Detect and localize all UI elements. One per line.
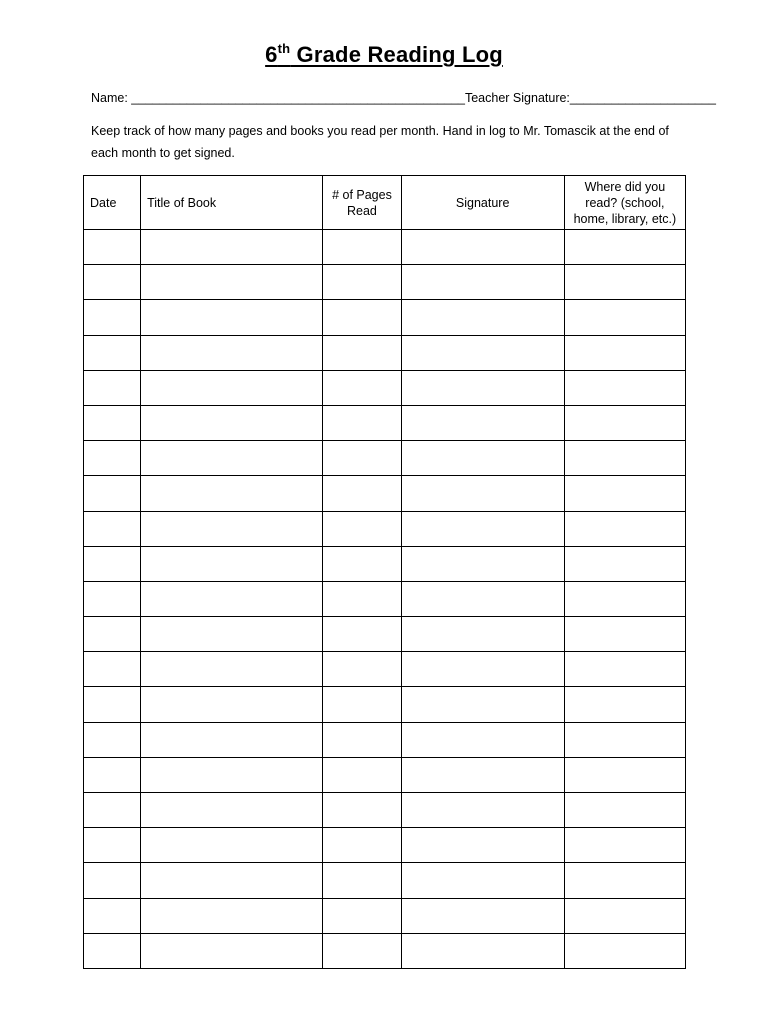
signature-cell[interactable]	[401, 300, 564, 335]
pages-cell[interactable]	[323, 511, 401, 546]
signature-cell[interactable]	[401, 546, 564, 581]
signature-cell[interactable]	[401, 933, 564, 968]
signature-cell[interactable]	[401, 405, 564, 440]
date-cell[interactable]	[84, 617, 141, 652]
header-date: Date	[84, 176, 141, 230]
signature-cell[interactable]	[401, 757, 564, 792]
pages-cell[interactable]	[323, 757, 401, 792]
where-cell[interactable]	[564, 581, 685, 616]
date-cell[interactable]	[84, 476, 141, 511]
signature-cell[interactable]	[401, 617, 564, 652]
date-cell[interactable]	[84, 687, 141, 722]
title-cell[interactable]	[141, 230, 323, 265]
date-cell[interactable]	[84, 405, 141, 440]
date-cell[interactable]	[84, 511, 141, 546]
header-pages-line1: # of Pages	[332, 187, 392, 202]
date-cell[interactable]	[84, 581, 141, 616]
table-row	[84, 230, 686, 265]
instructions-text: Keep track of how many pages and books you read per month. Hand in log to Mr. Tomascik at the end of each month to get signed.	[91, 124, 669, 160]
table-row	[84, 265, 686, 300]
date-cell[interactable]	[84, 546, 141, 581]
page-title-text	[265, 42, 503, 67]
pages-cell[interactable]	[323, 828, 401, 863]
title-cell[interactable]	[141, 441, 323, 476]
title-cell[interactable]	[141, 405, 323, 440]
where-cell[interactable]	[564, 335, 685, 370]
table-row	[84, 933, 686, 968]
pages-cell[interactable]	[323, 652, 401, 687]
signature-cell[interactable]	[401, 441, 564, 476]
where-cell[interactable]	[564, 405, 685, 440]
pages-cell[interactable]	[323, 230, 401, 265]
grade-number: 6	[265, 42, 278, 67]
signature-cell[interactable]	[401, 722, 564, 757]
date-cell[interactable]	[84, 370, 141, 405]
table-row	[84, 898, 686, 933]
title-cell[interactable]	[141, 476, 323, 511]
table-header-row	[84, 176, 686, 230]
signature-cell[interactable]	[401, 581, 564, 616]
table-row	[84, 335, 686, 370]
table-row	[84, 441, 686, 476]
table-row	[84, 652, 686, 687]
pages-cell[interactable]	[323, 581, 401, 616]
where-cell[interactable]	[564, 476, 685, 511]
title-cell[interactable]	[141, 863, 323, 898]
signature-cell[interactable]	[401, 265, 564, 300]
signature-cell[interactable]	[401, 687, 564, 722]
date-cell[interactable]	[84, 722, 141, 757]
date-cell[interactable]	[84, 933, 141, 968]
title-cell[interactable]	[141, 933, 323, 968]
table-row	[84, 546, 686, 581]
date-cell[interactable]	[84, 828, 141, 863]
title-cell[interactable]	[141, 757, 323, 792]
reading-log-table	[83, 175, 686, 969]
date-cell[interactable]	[84, 230, 141, 265]
signature-cell[interactable]	[401, 511, 564, 546]
where-cell[interactable]	[564, 863, 685, 898]
title-cell[interactable]	[141, 652, 323, 687]
grade-ordinal-suffix: th	[277, 41, 291, 56]
header-pages-read	[323, 176, 401, 230]
table-row	[84, 828, 686, 863]
where-cell[interactable]	[564, 828, 685, 863]
header-where-line2: read? (school,	[585, 195, 665, 210]
signature-cell[interactable]	[401, 476, 564, 511]
pages-cell[interactable]	[323, 863, 401, 898]
table-row	[84, 370, 686, 405]
date-cell[interactable]	[84, 300, 141, 335]
header-signature: Signature	[401, 176, 564, 230]
pages-cell[interactable]	[323, 441, 401, 476]
header-pages-line2: Read	[347, 203, 377, 218]
signature-cell[interactable]	[401, 898, 564, 933]
where-cell[interactable]	[564, 652, 685, 687]
header-where-read	[564, 176, 685, 230]
title-cell[interactable]	[141, 546, 323, 581]
pages-cell[interactable]	[323, 265, 401, 300]
where-cell[interactable]	[564, 793, 685, 828]
where-cell[interactable]	[564, 687, 685, 722]
where-cell[interactable]	[564, 617, 685, 652]
where-cell[interactable]	[564, 511, 685, 546]
title-cell[interactable]	[141, 511, 323, 546]
where-cell[interactable]	[564, 757, 685, 792]
pages-cell[interactable]	[323, 793, 401, 828]
signature-cell[interactable]	[401, 230, 564, 265]
pages-cell[interactable]	[323, 722, 401, 757]
signature-cell[interactable]	[401, 793, 564, 828]
title-cell[interactable]	[141, 265, 323, 300]
title-cell[interactable]	[141, 370, 323, 405]
where-cell[interactable]	[564, 370, 685, 405]
date-cell[interactable]	[84, 793, 141, 828]
table-row	[84, 511, 686, 546]
header-title-of-book: Title of Book	[141, 176, 323, 230]
where-cell[interactable]	[564, 722, 685, 757]
pages-cell[interactable]	[323, 546, 401, 581]
date-cell[interactable]	[84, 441, 141, 476]
title-cell[interactable]	[141, 828, 323, 863]
title-cell[interactable]	[141, 581, 323, 616]
where-cell[interactable]	[564, 265, 685, 300]
pages-cell[interactable]	[323, 617, 401, 652]
title-cell[interactable]	[141, 617, 323, 652]
pages-cell[interactable]	[323, 300, 401, 335]
title-text: Grade Reading Log	[290, 42, 503, 67]
signature-cell[interactable]	[401, 652, 564, 687]
date-cell[interactable]	[84, 265, 141, 300]
signature-cell[interactable]	[401, 828, 564, 863]
pages-cell[interactable]	[323, 933, 401, 968]
table-row	[84, 757, 686, 792]
where-cell[interactable]	[564, 300, 685, 335]
pages-cell[interactable]	[323, 476, 401, 511]
title-cell[interactable]	[141, 898, 323, 933]
page-title	[0, 42, 768, 68]
date-cell[interactable]	[84, 757, 141, 792]
table-row	[84, 863, 686, 898]
date-cell[interactable]	[84, 898, 141, 933]
pages-cell[interactable]	[323, 335, 401, 370]
where-cell[interactable]	[564, 230, 685, 265]
title-cell[interactable]	[141, 793, 323, 828]
table-row	[84, 617, 686, 652]
date-cell[interactable]	[84, 863, 141, 898]
where-cell[interactable]	[564, 933, 685, 968]
header-where-line1: Where did you	[584, 179, 666, 194]
table-row	[84, 476, 686, 511]
where-cell[interactable]	[564, 546, 685, 581]
table-row	[84, 687, 686, 722]
pages-cell[interactable]	[323, 898, 401, 933]
header-where-line3: home, library, etc.)	[573, 211, 677, 226]
where-cell[interactable]	[564, 441, 685, 476]
table-row	[84, 405, 686, 440]
where-cell[interactable]	[564, 898, 685, 933]
title-cell[interactable]	[141, 722, 323, 757]
table-row	[84, 793, 686, 828]
title-cell[interactable]	[141, 687, 323, 722]
name-and-teacher-signature-line[interactable]: Name: ________________________________________________Teacher Signature:_____________________	[91, 91, 716, 105]
pages-cell[interactable]	[323, 687, 401, 722]
title-cell[interactable]	[141, 335, 323, 370]
signature-cell[interactable]	[401, 370, 564, 405]
date-cell[interactable]	[84, 335, 141, 370]
table-row	[84, 300, 686, 335]
title-cell[interactable]	[141, 300, 323, 335]
table-row	[84, 581, 686, 616]
table-row	[84, 722, 686, 757]
signature-cell[interactable]	[401, 335, 564, 370]
pages-cell[interactable]	[323, 370, 401, 405]
table-body	[84, 230, 686, 969]
signature-cell[interactable]	[401, 863, 564, 898]
date-cell[interactable]	[84, 652, 141, 687]
pages-cell[interactable]	[323, 405, 401, 440]
